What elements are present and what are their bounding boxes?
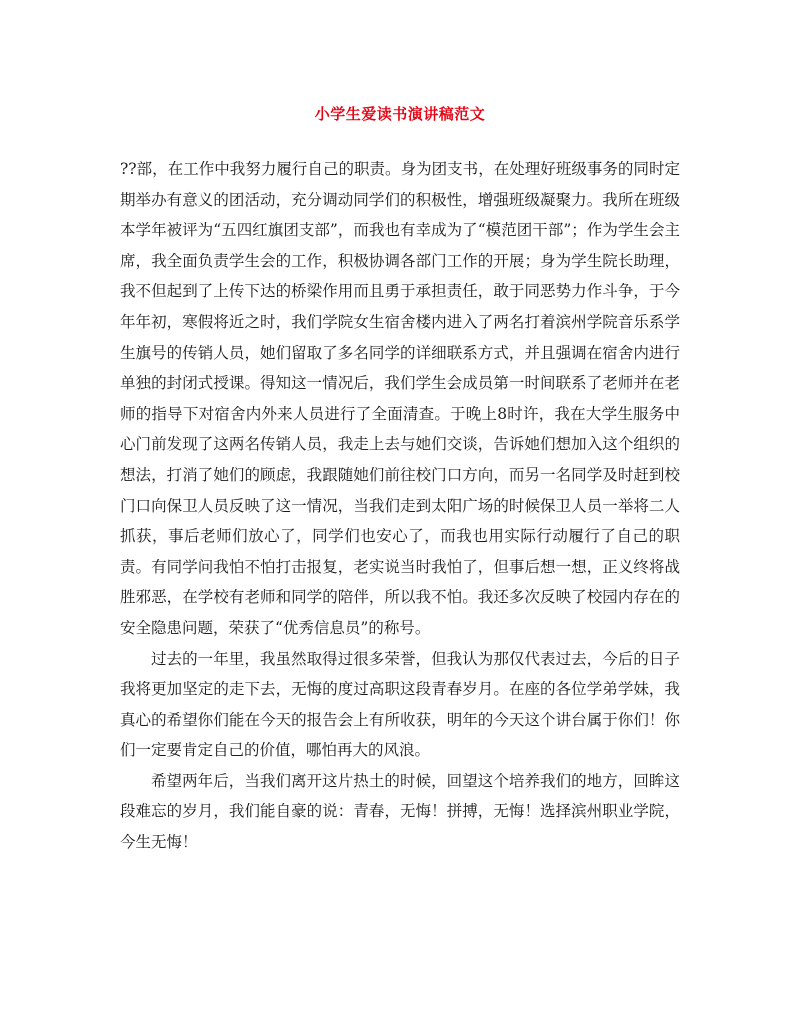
paragraph-1: ??部，在工作中我努力履行自己的职责。身为团支书，在处理好班级事务的同时定期举办有意义的团活动，充分调动同学们的积极性，增强班级凝聚力。我所在班级本学年被评为“五四红旗团支部”，而我也有幸成为了“模范团干部”；作为学生会主席，我全面负责学生会的工作，积极协调各部门工作的开展；身为学生院长助理，我不但起到了上传下达的桥梁作用而且勇于承担责任，敢于同恶势力作斗争，于今年年初，寒假将近之时，我们学院女生宿舍楼内进入了两名打着滨州学院音乐系学生旗号的传销人员，她们留取了多名同学的详细联系方式，并且强调在宿舍内进行单独的封闭式授课。得知这一情况后，我们学生会成员第一时间联系了老师并在老师的指导下对宿舍内外来人员进行了全面清查。于晚上8时许，我在大学生服务中心门前发现了这两名传销人员，我走上去与她们交谈，告诉她们想加入这个组织的想法，打消了她们的顾虑，我跟随她们前往校门口方向，而另一名同学及时赶到校门口向保卫人员反映了这一情况，当我们走到太阳广场的时候保卫人员一举将二人抓获，事后老师们放心了，同学们也安心了，而我也用实际行动履行了自己的职责。有同学问我怕不怕打击报复，老实说当时我怕了，但事后想一想，正义终将战胜邪恶，在学校有老师和同学的陪伴，所以我不怕。我还多次反映了校园内存在的安全隐患问题，荣获了“优秀信息员”的称号。 [120,160,680,637]
document-body [120,154,680,858]
paragraph-2: 过去的一年里，我虽然取得过很多荣誉，但我认为那仅代表过去，今后的日子我将更加坚定的走下去，无悔的度过高职这段青春岁月。在座的各位学弟学妹，我真心的希望你们能在今天的报告会上有所收获，明年的今天这个讲台属于你们！你们一定要肯定自己的价值，哪怕再大的风浪。 [120,649,680,760]
document-title: 小学生爱读书演讲稿范文 [314,105,486,123]
paragraph-3: 希望两年后，当我们离开这片热土的时候，回望这个培养我们的地方，回眸这段难忘的岁月，我们能自豪的说：青春，无悔！拼搏，无悔！选择滨州职业学院，今生无悔！ [120,771,680,852]
